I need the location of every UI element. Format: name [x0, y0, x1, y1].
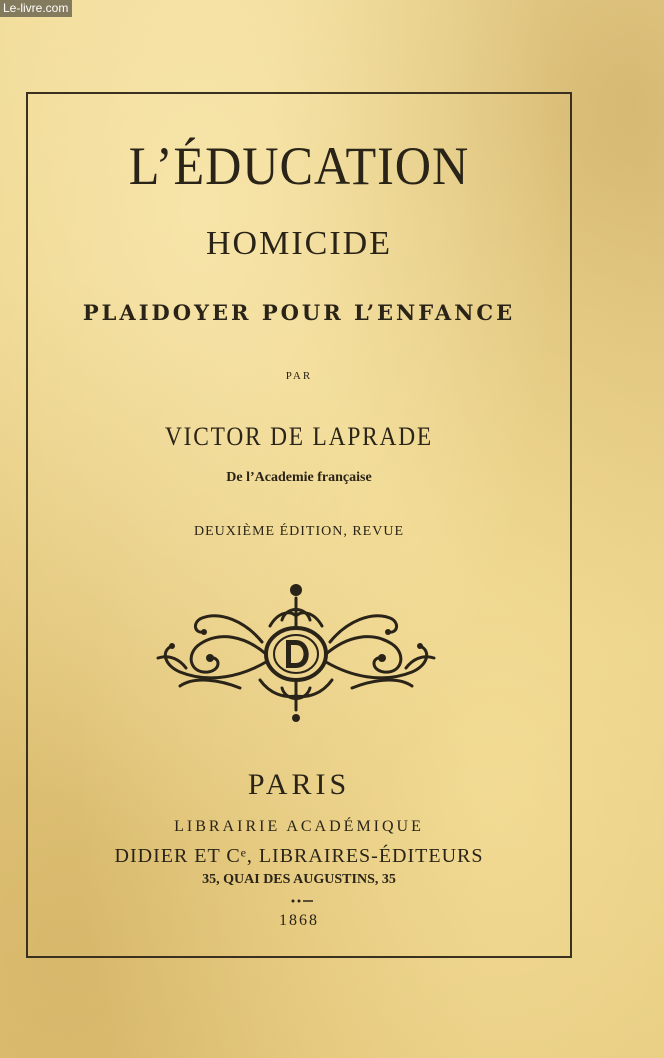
publication-year: 1868 [279, 912, 319, 929]
edition-note: DEUXIÈME ÉDITION, REVUE [193, 524, 405, 539]
book-subtitle: HOMICIDE [206, 225, 392, 262]
publication-city: PARIS [247, 768, 351, 801]
by-label: PAR [285, 370, 313, 382]
publisher-address: 35, QUAI DES AUGUSTINS, 35 [202, 872, 396, 887]
publisher-line-2: DIDIER ET Cᵉ, LIBRAIRES-ÉDITEURS [114, 845, 484, 867]
publisher-line-1: LIBRAIRIE ACADÉMIQUE [174, 818, 424, 835]
book-tagline: PLAIDOYER POUR L’ENFANCE [82, 300, 516, 325]
author-affiliation: De l’Academie française [226, 470, 372, 485]
author-name: VICTOR DE LAPRADE [164, 422, 434, 451]
printer-ornament-icon [150, 576, 442, 724]
separator-dots-icon [285, 897, 315, 905]
watermark: Le-livre.com [0, 0, 72, 17]
book-title: L’ÉDUCATION [128, 136, 470, 196]
